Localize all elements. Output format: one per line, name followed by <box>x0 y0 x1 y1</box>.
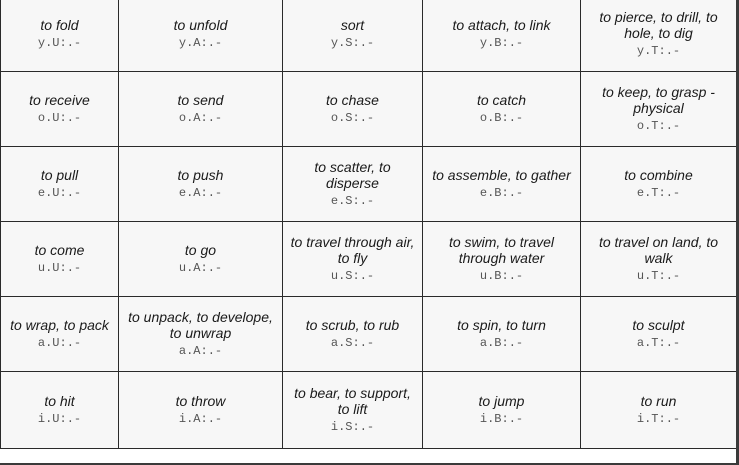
table-cell <box>119 72 283 147</box>
table-cell <box>119 222 283 297</box>
verb-table-body <box>1 0 737 449</box>
verb-code: u.B:.- <box>479 269 524 283</box>
verb-meaning: to bear, to support, to lift <box>294 385 411 417</box>
verb-meaning: to combine <box>624 167 693 183</box>
table-row <box>1 297 737 372</box>
table-cell <box>283 372 423 449</box>
table-cell <box>119 372 283 449</box>
verb-code: a.A:.- <box>178 344 223 358</box>
table-cell <box>1 222 119 297</box>
verb-meaning: to catch <box>476 92 527 108</box>
table-cell <box>119 0 283 72</box>
verb-code: e.T:.- <box>636 186 681 200</box>
table-cell <box>581 372 737 449</box>
verb-code: i.B:.- <box>479 412 524 426</box>
verb-code: a.U:.- <box>37 336 82 350</box>
verb-meaning: to fold <box>40 17 79 33</box>
verb-code: y.U:.- <box>37 36 82 50</box>
verb-code: y.T:.- <box>636 44 681 58</box>
verb-meaning: to run <box>640 393 677 409</box>
verb-meaning: to hit <box>44 393 75 409</box>
table-row <box>1 222 737 297</box>
table-cell <box>283 222 423 297</box>
table-cell <box>581 297 737 372</box>
table-cell <box>283 72 423 147</box>
table-cell <box>1 147 119 222</box>
verb-code: y.A:.- <box>178 36 223 50</box>
table-cell <box>581 147 737 222</box>
verb-code: o.B:.- <box>479 111 524 125</box>
table-cell <box>1 72 119 147</box>
verb-meaning: to jump <box>478 393 525 409</box>
verb-code: e.A:.- <box>178 186 223 200</box>
table-cell <box>423 222 581 297</box>
table-cell <box>1 372 119 449</box>
verb-code: e.U:.- <box>37 186 82 200</box>
verb-meaning: to wrap, to pack <box>10 317 109 333</box>
verb-meaning: sort <box>340 17 365 33</box>
verb-code: o.T:.- <box>636 119 681 133</box>
table-cell <box>423 147 581 222</box>
verb-meaning: to pierce, to drill, to hole, to dig <box>599 9 718 41</box>
verb-meaning: to unpack, to develope, to unwrap <box>128 309 273 341</box>
verb-code: i.S:.- <box>330 420 375 434</box>
verb-meaning: to receive <box>29 92 90 108</box>
verb-meaning: to sculpt <box>632 317 685 333</box>
verb-code: y.S:.- <box>330 36 375 50</box>
table-cell <box>283 147 423 222</box>
verb-code: a.S:.- <box>330 336 375 350</box>
verb-meaning: to go <box>184 242 217 258</box>
verb-code: o.A:.- <box>178 111 223 125</box>
table-cell <box>119 147 283 222</box>
table-cell <box>283 297 423 372</box>
table-cell <box>283 0 423 72</box>
table-cell <box>1 297 119 372</box>
table-cell <box>423 297 581 372</box>
verb-meaning: to send <box>177 92 224 108</box>
verb-code: a.T:.- <box>636 336 681 350</box>
table-cell <box>423 72 581 147</box>
verb-code: e.S:.- <box>330 194 375 208</box>
verb-code: u.A:.- <box>178 261 223 275</box>
verb-meaning: to come <box>34 242 85 258</box>
verb-meaning: to travel through air, to fly <box>290 234 415 266</box>
verb-code: u.S:.- <box>330 269 375 283</box>
verb-code: u.U:.- <box>37 261 82 275</box>
verb-meaning: to pull <box>40 167 79 183</box>
verb-code: a.B:.- <box>479 336 524 350</box>
verb-code: i.U:.- <box>37 412 82 426</box>
verb-code: i.A:.- <box>178 412 223 426</box>
table-cell <box>423 372 581 449</box>
verb-meaning: to chase <box>326 92 379 108</box>
verb-meaning: to scatter, to disperse <box>314 159 391 191</box>
verb-meaning: to scrub, to rub <box>305 317 400 333</box>
verb-meaning: to spin, to turn <box>457 317 546 333</box>
verb-code: y.B:.- <box>479 36 524 50</box>
verb-meaning: to keep, to grasp - physical <box>602 84 715 116</box>
verb-code: u.T:.- <box>636 269 681 283</box>
table-row <box>1 372 737 449</box>
verb-meaning: to attach, to link <box>452 17 551 33</box>
table-cell <box>119 297 283 372</box>
verb-code: o.U:.- <box>37 111 82 125</box>
table-cell <box>423 0 581 72</box>
table-row <box>1 0 737 72</box>
table-row <box>1 147 737 222</box>
verb-meaning: to push <box>177 167 224 183</box>
verb-meaning: to assemble, to gather <box>432 167 571 183</box>
verb-code: e.B:.- <box>479 186 524 200</box>
verb-code: i.T:.- <box>636 412 681 426</box>
verb-meaning: to travel on land, to walk <box>598 234 719 266</box>
table-cell <box>1 0 119 72</box>
table-cell <box>581 0 737 72</box>
table-row <box>1 72 737 147</box>
table-cell <box>581 222 737 297</box>
verb-meaning: to unfold <box>173 17 228 33</box>
verb-code: o.S:.- <box>330 111 375 125</box>
verb-meaning: to throw <box>175 393 226 409</box>
verb-meaning: to swim, to travel through water <box>448 234 555 266</box>
table-cell <box>581 72 737 147</box>
